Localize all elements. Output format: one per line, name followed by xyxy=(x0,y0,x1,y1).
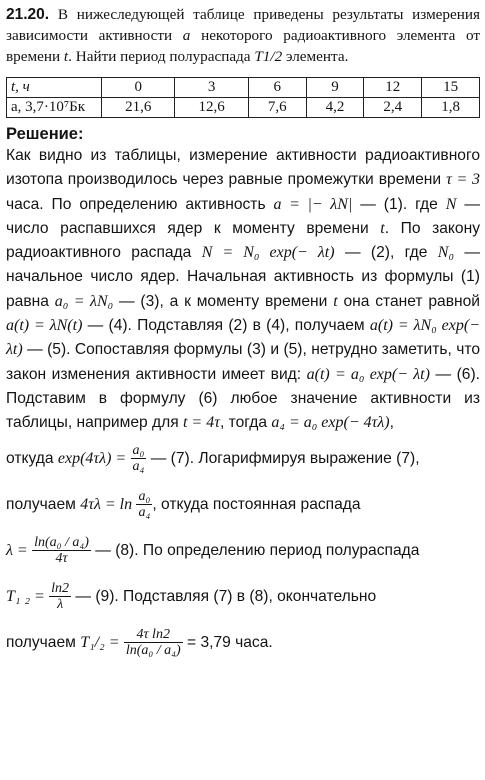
formula: N xyxy=(445,195,457,213)
table-row xyxy=(7,78,480,98)
solution-line xyxy=(6,436,480,482)
solution-text: — начальное число ядер. Начальная активность из формулы (1) равна xyxy=(6,244,480,310)
formula: t = 4τ xyxy=(182,414,220,432)
formula: a(t) = λN(t) xyxy=(6,317,83,335)
fraction-denominator: ln(a₀ / a₄) xyxy=(125,642,181,658)
fraction xyxy=(124,627,183,658)
solution-text: , откуда постоянная распада xyxy=(152,495,361,513)
table-cell: 2,4 xyxy=(364,98,422,118)
solution-text: — (4). Подставляя (2) в (4), получаем xyxy=(87,317,365,335)
solution-text: — (9). Подставляя (7) в (8), окончательно xyxy=(75,587,377,605)
fraction-denominator: a₄ xyxy=(138,504,151,520)
solution-text: , xyxy=(389,414,394,432)
fraction-denominator: λ xyxy=(57,596,64,612)
fraction xyxy=(49,581,71,612)
formula: T₁ ₂ = xyxy=(6,587,45,605)
solution-line xyxy=(6,482,480,528)
solution-paragraph xyxy=(6,144,480,436)
solution-text: — (3), а к моменту времени xyxy=(119,292,328,310)
formula: a₄ = a₀ exp(− 4τλ) xyxy=(271,414,390,432)
solution-text: — (6). Подставим в формулу (6) любое значение активности из таблицы, например для xyxy=(6,365,480,432)
formula: T₁/₂ = xyxy=(80,633,120,651)
data-table xyxy=(6,77,480,118)
fraction-numerator: ln2 xyxy=(51,580,70,596)
table-cell: 12,6 xyxy=(175,98,248,118)
table-cell: 15 xyxy=(422,78,480,98)
solution-text: откуда xyxy=(6,449,54,467)
table-cell: 3 xyxy=(175,78,248,98)
solution-line xyxy=(6,528,480,574)
page xyxy=(6,4,480,666)
table-cell: 4,2 xyxy=(306,98,364,118)
table-cell: 1,8 xyxy=(422,98,480,118)
solution-line xyxy=(6,574,480,620)
formula: a(t) = λN₀ exp(− λt) xyxy=(6,317,481,359)
table-cell: 9 xyxy=(306,78,364,98)
fraction-denominator: a₄ xyxy=(132,458,145,474)
table-cell: 12 xyxy=(364,78,422,98)
solution-line xyxy=(6,620,480,666)
problem-var-a: a xyxy=(182,27,191,44)
formula: λ = xyxy=(6,541,28,559)
solution-text: часа. По определению активность xyxy=(6,195,266,213)
problem-number: 21.20. xyxy=(6,6,50,23)
solution-title: Решение: xyxy=(6,125,84,143)
fraction xyxy=(32,535,91,566)
solution-text: — число распавшихся ядер к моменту времени xyxy=(6,195,480,237)
table-cell: 21,6 xyxy=(102,98,175,118)
problem-statement xyxy=(6,4,480,67)
formula: exp(4τλ) = xyxy=(57,449,127,467)
fraction-numerator: 4τ ln2 xyxy=(124,627,183,643)
formula: t xyxy=(380,219,385,237)
formula: a(t) = a₀ exp(− λt) xyxy=(306,365,430,383)
table-cell: 6 xyxy=(248,78,306,98)
solution-text: = 3,79 часа. xyxy=(187,633,273,651)
solution-text: она станет равной xyxy=(343,292,480,310)
table-cell: t, ч xyxy=(7,78,102,98)
formula: 4τλ = ln xyxy=(80,495,133,513)
solution-text: получаем xyxy=(6,633,76,651)
problem-var-T: T1/2 xyxy=(254,48,283,65)
formula: a₀ = λN₀ xyxy=(54,292,114,310)
problem-text-c: . Найти период полураспада xyxy=(68,48,251,65)
solution-text: Как видно из таблицы, измерение активности радиоактивного изотопа производилось через равные промежутки времени xyxy=(6,147,480,189)
table-cell: 7,6 xyxy=(248,98,306,118)
fraction-denominator: 4τ xyxy=(55,550,68,566)
problem-text-d: элемента. xyxy=(285,48,349,65)
solution-text: — (1). где xyxy=(360,195,438,213)
formula: a = |− λN| xyxy=(273,195,353,213)
solution-text: получаем xyxy=(6,495,76,513)
fraction xyxy=(131,443,147,474)
problem-var-t: t xyxy=(63,48,69,65)
solution-text: . По закону радиоактивного распада xyxy=(6,219,481,262)
fraction-numerator: ln(a₀ / a₄) xyxy=(34,534,89,550)
problem-text-a: В нижеследующей таблице приведены результаты измерения зависимости активности xyxy=(6,6,481,44)
fraction-numerator: a₀ xyxy=(132,442,145,458)
formula: N = N₀ exp(− λt) xyxy=(201,244,335,262)
fraction-numerator: a₀ xyxy=(138,488,151,504)
solution-text: — (7). Логарифмируя выражение (7), xyxy=(150,449,420,467)
problem-text-b: некоторого радиоактивного элемента от времени xyxy=(6,27,481,65)
solution-text: — (5). Сопоставляя формулы (3) и (5), нетрудно заметить, что закон изменения активности имеет вид: xyxy=(6,341,480,383)
fraction xyxy=(136,489,152,520)
table-cell: a, 3,7·10⁷Бк xyxy=(7,98,102,118)
formula: N₀ xyxy=(437,244,455,262)
formula: t xyxy=(333,292,338,310)
solution-text: , тогда xyxy=(219,414,268,432)
table-cell: 0 xyxy=(102,78,175,98)
table-row xyxy=(7,98,480,118)
solution-text: — (2), где xyxy=(344,244,428,262)
formula: τ = 3 xyxy=(446,171,480,189)
solution-text: — (8). По определению период полураспада xyxy=(95,541,420,559)
